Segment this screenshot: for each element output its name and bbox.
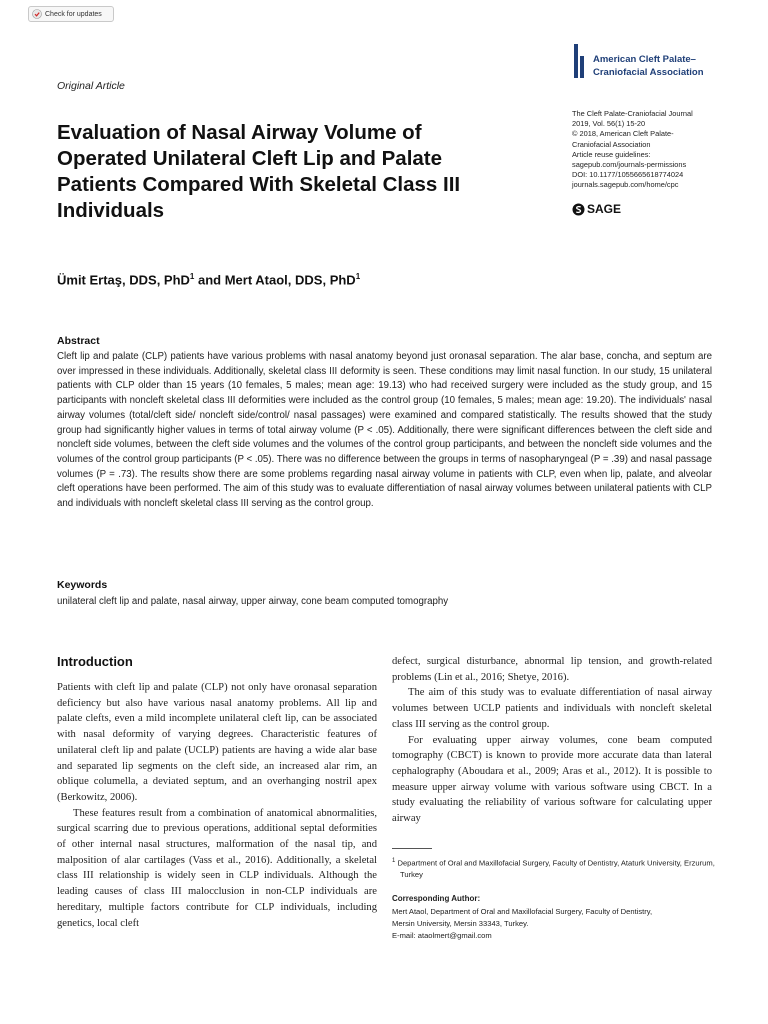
introduction-heading: Introduction: [57, 654, 133, 669]
corresponding-author-line: Mert Ataol, Department of Oral and Maxillofacial Surgery, Faculty of Dentistry,: [392, 906, 653, 916]
abstract-text: Cleft lip and palate (CLP) patients have various problems with nasal anatomy beyond just oronasal separation. The alar base, concha, and septum are over impressed in these individuals. Additionally, skeletal class III deformity is seen. These conditions may limit nasal function. In our study, 15 unilateral patients with CLP older than 15 years (10 females, 5 males; mean age: 19.13) who had received surgery were included as the study group, and 15 participants with noncleft skeletal class III deformities were included as the control group (10 females, 5 males; mean age: 19.20). The individuals' nasal airway volumes (total/cleft side/ noncleft side/control/ nasal passages) were examined and compared statistically. The results showed that the study group had significantly higher values in terms of total airway volume (P < .05). Additionally, there were significant differences between the cleft side and noncleft side volumes, between the cleft side volumes and the volumes of the control group participants, and between the noncleft side volumes and the volumes of the control group participants (P < .05). There was no difference between the groups in terms of nasopharyngeal (P = .39) and nasal passage volumes (P = .73). The results show there are some problems regarding nasal airway volume in patients with CLP, even when lip, palate, and alveolar cleft operations have been performed. The aim of this study was to evaluate differentiation of nasal airway volumes between unilateral patients with CLP and individuals with noncleft skeletal class III serving as the control group.: [57, 351, 712, 510]
check-for-updates-badge[interactable]: [28, 6, 114, 22]
journal-info-line: Article reuse guidelines:: [572, 149, 651, 159]
association-logo-icon: [572, 44, 586, 78]
keywords-text: unilateral cleft lip and palate, nasal airway, upper airway, cone beam computed tomography: [57, 596, 449, 607]
body-paragraph: defect, surgical disturbance, abnormal lip tension, and growth-related problems (Lin et al., 2016; Shetye, 2016).: [392, 656, 712, 683]
journal-info-line: © 2018, American Cleft Palate-: [572, 129, 674, 139]
corresponding-author-email[interactable]: E-mail: ataolmert@gmail.com: [392, 930, 492, 940]
body-paragraph: These features result from a combination of anatomical abnormalities, surgical scarring due to previous operations, additional septal deformities of other internal nasal structures, malformation of the nasal tip, and malposition of alar cartilages (Vass et al., 2016). Additionally, a skeletal class III relationship is widely seen in CLP individuals. Although the leading causes of class III malocclusion in non-CLP individuals are hereditary, multiple factors contribute for CLP individuals, including genetics, local cleft: [57, 807, 377, 929]
journal-info-line: The Cleft Palate-Craniofacial Journal: [572, 109, 693, 118]
publisher-logo: [572, 44, 704, 79]
keywords-heading: Keywords: [57, 579, 108, 591]
publisher-name-line: American Cleft Palate–: [593, 54, 696, 65]
sage-logo: [572, 202, 621, 216]
publisher-name-line: Craniofacial Association: [593, 66, 704, 78]
article-title: Evaluation of Nasal Airway Volume of Operated Unilateral Cleft Lip and Palate Patients Compared With Skeletal Class III Individuals: [57, 121, 461, 222]
journal-info-link[interactable]: sagepub.com/journals-permissions: [572, 160, 687, 170]
publisher-name: [593, 54, 704, 79]
check-for-updates-icon: [32, 9, 42, 19]
body-paragraph: For evaluating upper airway volumes, cone beam computed tomography (CBCT) is known to provide more accurate data than lateral cephalography (Aboudara et al., 2009; Aras et al., 2012). It is possible to measure upper airway volume with various software using CBCT. In a study evaluating the reliability of various software for calculating upper airway: [392, 734, 712, 825]
corresponding-author-heading: Corresponding Author:: [392, 894, 481, 904]
affiliation-marker: 1: [189, 272, 195, 281]
abstract-heading: Abstract: [57, 335, 100, 347]
body-paragraph: The aim of this study was to evaluate differentiation of nasal airway volumes between UCLP patients and individuals with noncleft skeletal class III serving as the control group.: [392, 687, 712, 730]
journal-info-line: Craniofacial Association: [572, 139, 651, 149]
affiliation-text: Department of Oral and Maxillofacial Surgery, Faculty of Dentistry, Ataturk University, Erzurum, Turkey: [397, 858, 715, 880]
doi-link[interactable]: DOI: 10.1177/1055665618774024: [572, 170, 684, 180]
author-name: Ümit Ertaş, DDS, PhD: [57, 272, 190, 288]
author-list: [57, 272, 360, 287]
footnote-divider: [392, 848, 432, 849]
sage-label: SAGE: [587, 202, 622, 216]
body-column-right: [392, 654, 712, 827]
article-type: Original Article: [57, 80, 125, 92]
corresponding-author-line: Mersin University, Mersin 33343, Turkey.: [392, 918, 529, 928]
author-conjunction: and: [194, 272, 225, 288]
sage-logo-icon: [572, 203, 585, 216]
journal-info: [572, 109, 742, 191]
body-column-left: [57, 680, 377, 931]
affiliation-footnote: [392, 856, 717, 881]
journal-home-link[interactable]: journals.sagepub.com/home/cpc: [572, 180, 679, 190]
author-name: Mert Ataol, DDS, PhD: [224, 272, 356, 288]
journal-info-line: 2019, Vol. 56(1) 15-20: [572, 119, 646, 129]
check-for-updates-label: Check for updates: [45, 10, 102, 18]
affiliation-number: 1: [392, 858, 396, 864]
body-paragraph: Patients with cleft lip and palate (CLP) not only have oronasal separation deficiency but also have various nasal anatomy problems. All lip and palate clefts, even a mild incomplete unilateral cleft lip, can be associated with nasal deformity of varying degrees. Characteristic features of unilateral cleft lip and palate (UCLP) patients are having a wide alar base and separated lip segments on the cleft side, an increased alar rim, an oblique columella, a deviated septum, and an overhanging nostril apex (Berkowitz, 2006).: [57, 682, 377, 803]
affiliation-marker: 1: [355, 272, 361, 281]
footnotes: [392, 856, 717, 941]
